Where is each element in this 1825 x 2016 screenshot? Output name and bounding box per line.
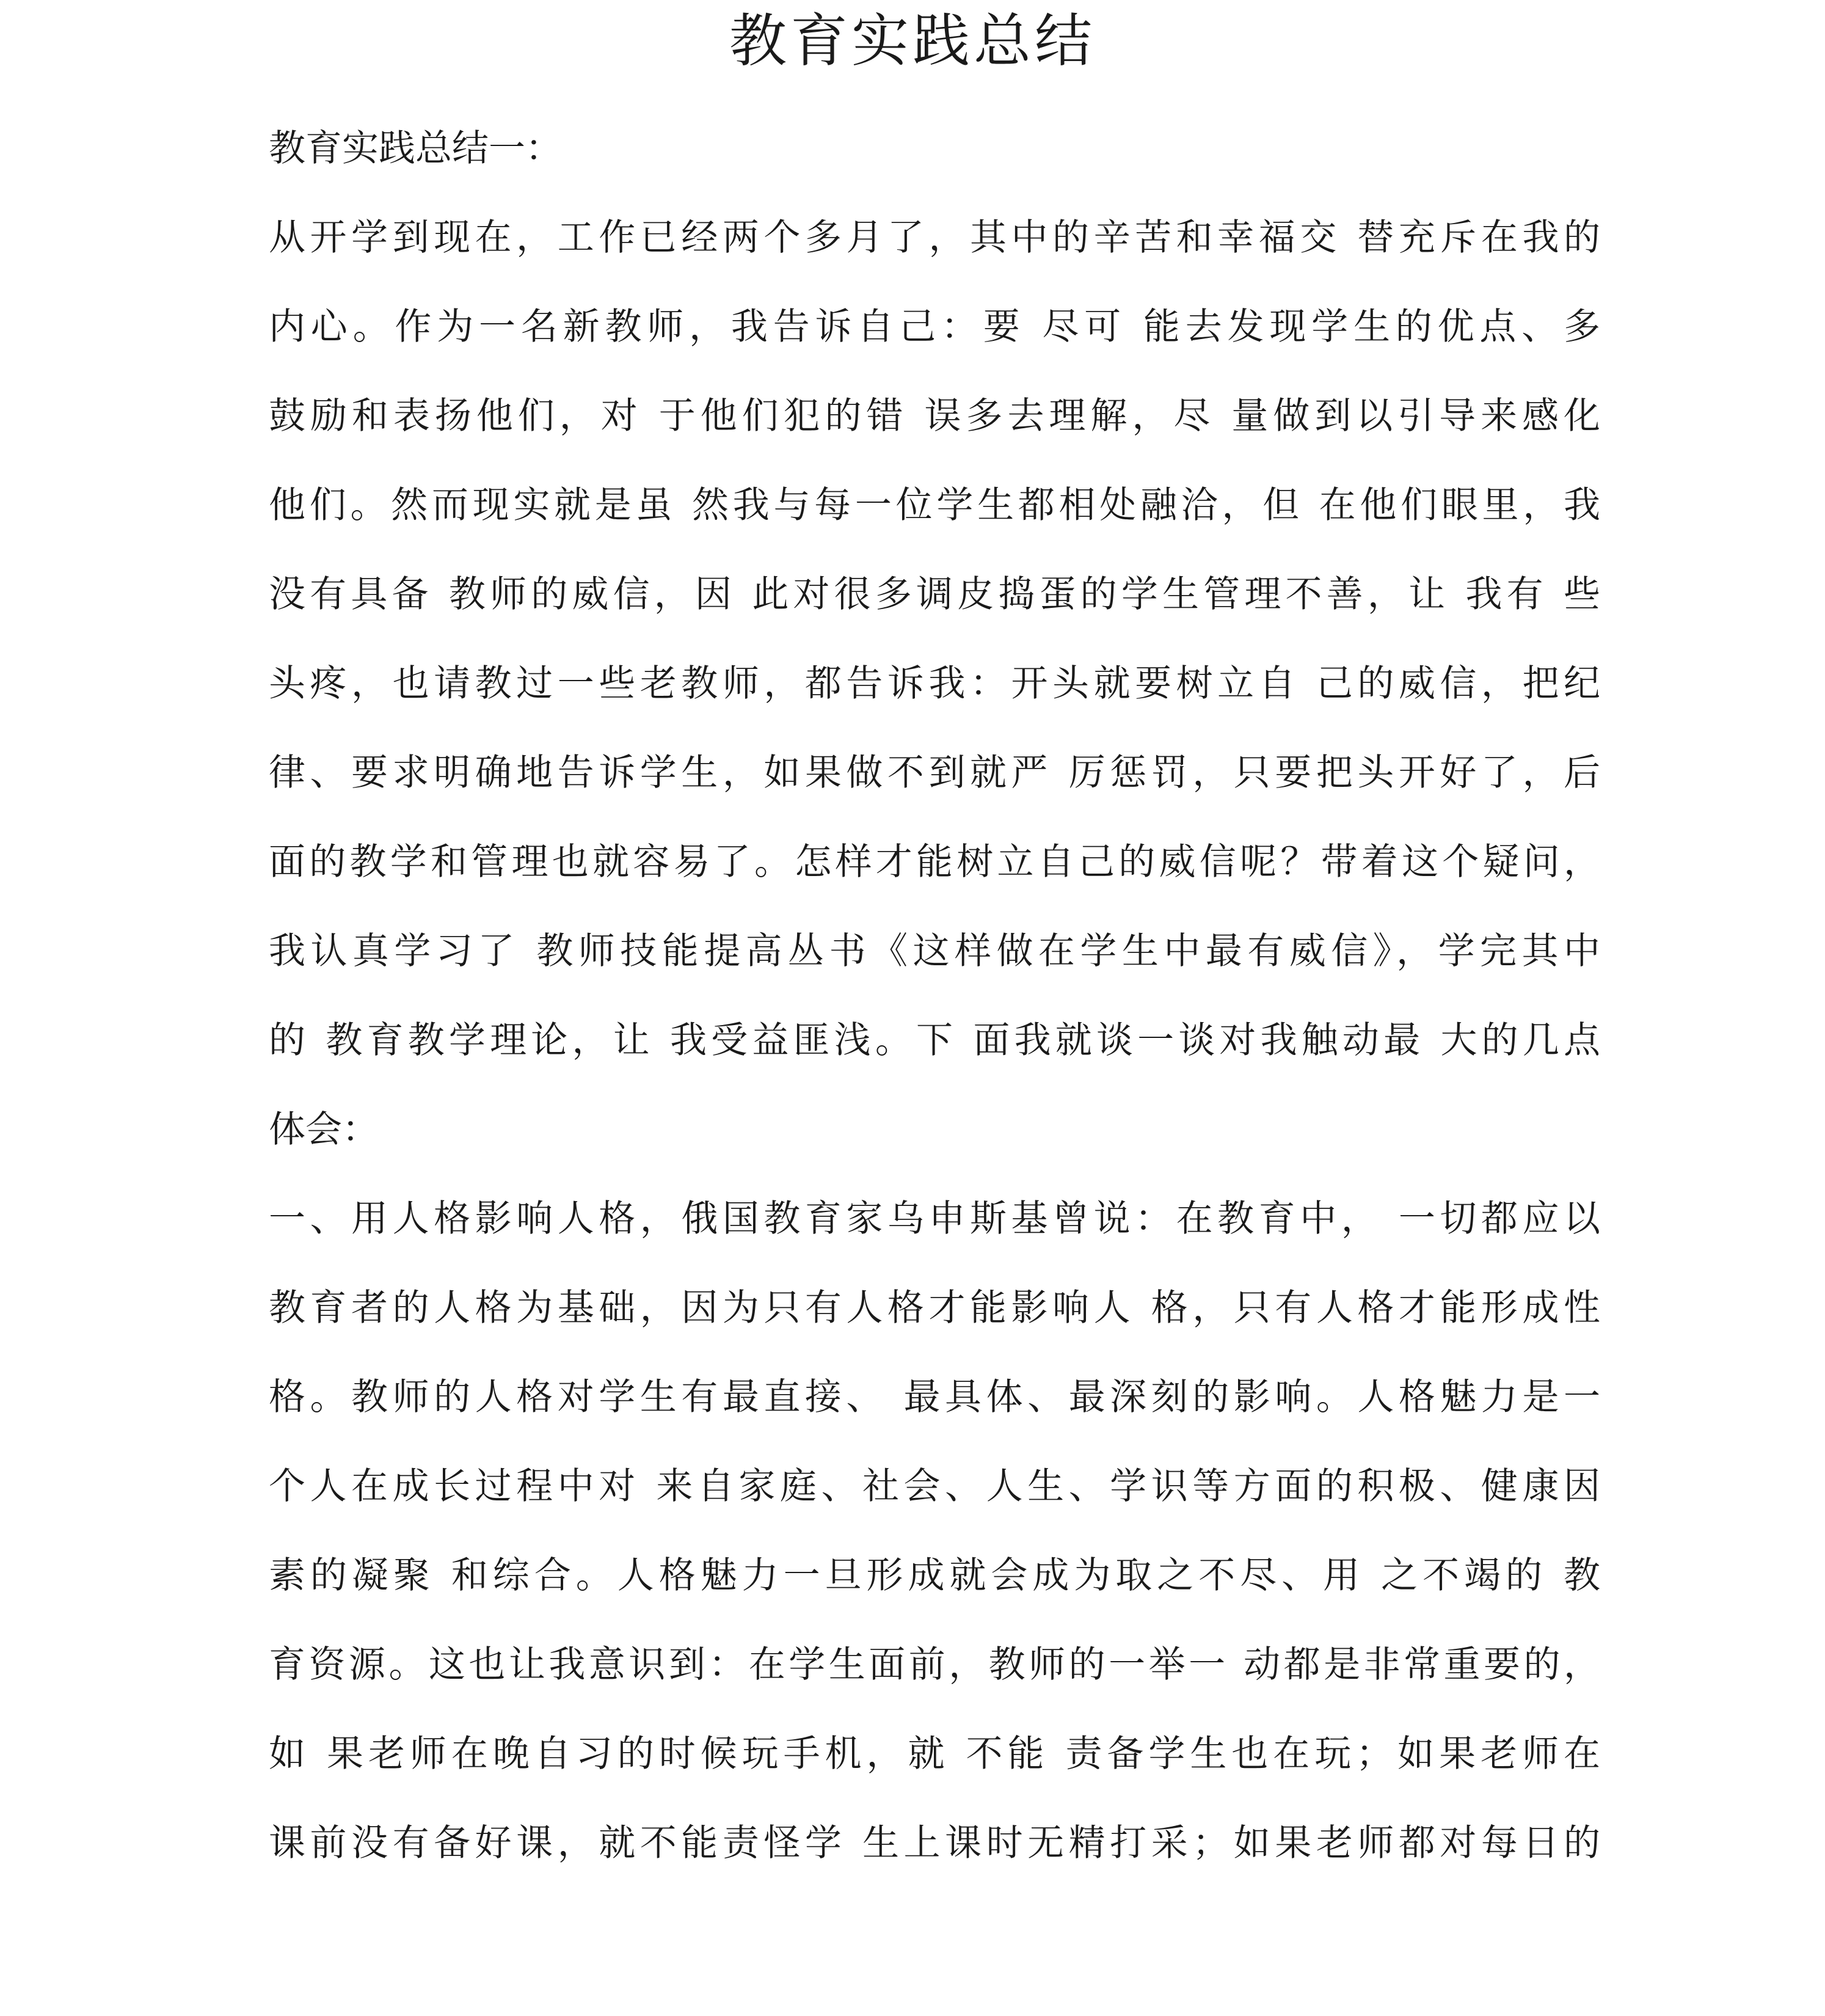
text-line: 如 果老师在晚自习的时候玩手机，就 不能 责备学生也在玩；如果老师在 [269, 1733, 1600, 1775]
text-line: 教育者的人格为基础，因为只有人格才能影响人 格，只有人格才能形成性 [269, 1287, 1600, 1329]
text-line: 鼓励和表扬他们，对 于他们犯的错 误多去理解，尽 量做到以引导来感化 [269, 395, 1600, 437]
section-heading: 教育实践总结一： [269, 127, 562, 170]
document-body [269, 104, 1600, 1888]
text-line: 体会： [269, 1108, 379, 1151]
text-line: 个人在成长过程中对 来自家庭、社会、人生、学识等方面的积极、健康因 [269, 1465, 1600, 1508]
text-line: 一、用人格影响人格，俄国教育家乌申斯基曾说：在教育中， 一切都应以 [269, 1197, 1600, 1240]
text-line: 他们。然而现实就是虽 然我与每一位学生都相处融洽，但 在他们眼里，我 [269, 484, 1600, 527]
text-line: 头疼，也请教过一些老教师，都告诉我：开头就要树立自 己的威信，把纪 [269, 662, 1600, 705]
paragraph-2 [269, 1174, 1600, 1888]
paragraph-1 [269, 193, 1600, 1174]
text-line: 格。教师的人格对学生有最直接、 最具体、最深刻的影响。人格魅力是一 [269, 1376, 1600, 1419]
text-line: 育资源。这也让我意识到：在学生面前，教师的一举一 动都是非常重要的， [269, 1643, 1600, 1686]
text-line: 从开学到现在，工作已经两个多月了，其中的辛苦和幸福交 替充斥在我的 [269, 216, 1600, 259]
text-line: 课前没有备好课，就不能责怪学 生上课时无精打采；如果老师都对每日的 [269, 1822, 1600, 1864]
document-title: 教育实践总结 [729, 8, 1096, 75]
text-line: 我认真学习了 教师技能提高丛书《这样做在学生中最有威信》，学完其中 [269, 930, 1600, 973]
text-line: 面的教学和管理也就容易了。怎样才能树立自己的威信呢？带着这个疑问， [269, 841, 1600, 883]
text-line: 没有具备 教师的威信，因 此对很多调皮捣蛋的学生管理不善，让 我有 些 [269, 573, 1600, 616]
text-line: 的 教育教学理论，让 我受益匪浅。下 面我就谈一谈对我触动最 大的几点 [269, 1019, 1600, 1062]
text-line: 律、要求明确地告诉学生，如果做不到就严 厉惩罚，只要把头开好了，后 [269, 751, 1600, 794]
text-line: 内心。作为一名新教师，我告诉自己：要 尽可 能去发现学生的优点、多 [269, 305, 1600, 348]
text-line: 素的凝聚 和综合。人格魅力一旦形成就会成为取之不尽、用 之不竭的 教 [269, 1554, 1600, 1597]
